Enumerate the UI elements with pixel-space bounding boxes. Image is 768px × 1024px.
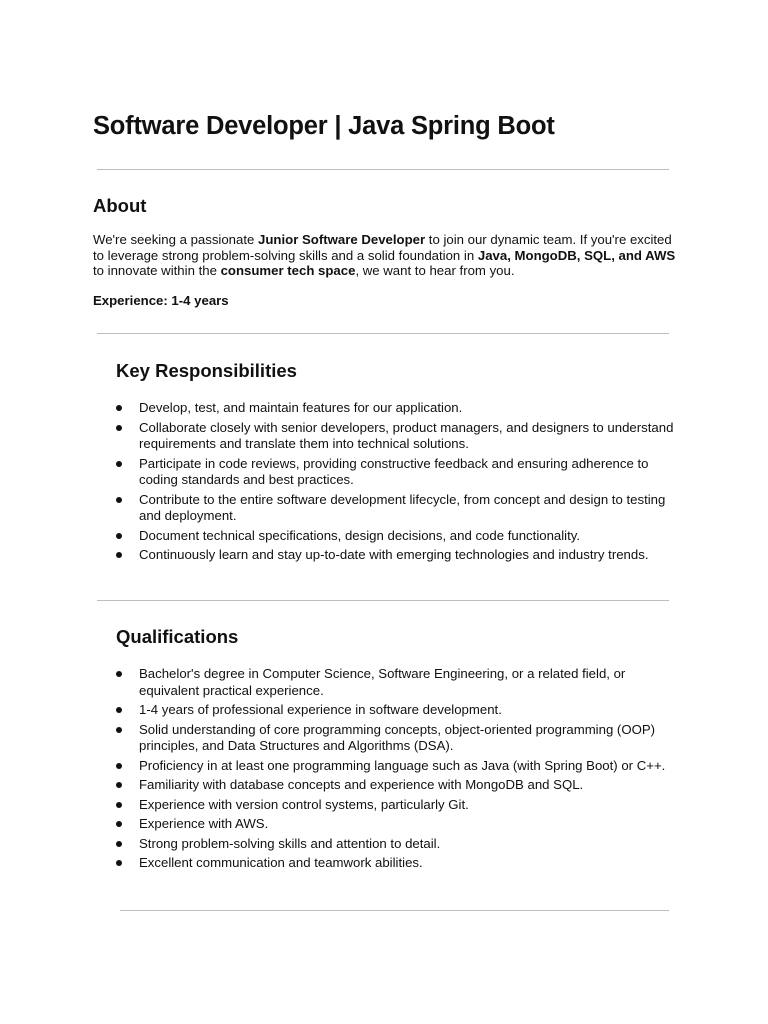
bullet-icon (116, 727, 122, 733)
about-bold-skills: Java, MongoDB, SQL, and AWS (477, 247, 676, 263)
list-item-text: Collaborate closely with senior developers, product managers, and designers to understand requirements and translate them into technical solutions. (139, 419, 674, 451)
divider (97, 333, 669, 334)
qualification-item (116, 816, 676, 833)
responsibility-item (116, 492, 676, 525)
bullet-icon (116, 461, 122, 467)
about-text-1: We're seeking a passionate (93, 232, 259, 247)
list-item-text: Experience with AWS. (139, 816, 269, 831)
bullet-icon (116, 802, 122, 808)
list-item-text: Familiarity with database concepts and experience with MongoDB and SQL. (139, 777, 584, 792)
bullet-icon (116, 671, 122, 677)
list-item-text: Excellent communication and teamwork abilities. (139, 855, 423, 870)
divider (120, 910, 669, 911)
about-heading: About (93, 195, 147, 216)
qualification-item (116, 758, 676, 775)
bullet-icon (116, 425, 122, 431)
bullet-icon (116, 405, 122, 411)
list-item-text: Solid understanding of core programming concepts, object-oriented programming (OOP) principles, and Data Structures and Algorithms (DSA). (139, 721, 656, 753)
page-title: Software Developer | Java Spring Boot (93, 112, 555, 140)
about-text-3: to innovate within the (93, 263, 221, 278)
responsibility-item (116, 528, 676, 545)
bullet-icon (116, 821, 122, 827)
bullet-icon (116, 782, 122, 788)
about-paragraph (93, 232, 678, 279)
qualifications-heading: Qualifications (116, 626, 239, 647)
about-bold-role: Junior Software Developer (258, 232, 426, 247)
list-item-text: 1-4 years of professional experience in software development. (139, 702, 502, 717)
about-text-2: to join our dynamic team. If you're excited to leverage strong problem-solving skills and a solid foundation in (93, 232, 672, 263)
list-item-text: Experience with version control systems, particularly Git. (139, 796, 469, 812)
list-item-text: Participate in code reviews, providing constructive feedback and ensuring adherence to coding standards and best practices. (139, 455, 649, 487)
divider (97, 169, 669, 170)
list-item-text: Strong problem-solving skills and attention to detail. (139, 835, 441, 851)
responsibilities-heading: Key Responsibilities (116, 360, 297, 381)
qualification-item (116, 836, 676, 853)
responsibility-item (116, 400, 676, 417)
bullet-icon (116, 763, 122, 769)
bullet-icon (116, 497, 122, 503)
responsibilities-list (116, 400, 676, 567)
list-item-text: Bachelor's degree in Computer Science, Software Engineering, or a related field, or equivalent practical experience. (139, 666, 626, 698)
qualifications-list (116, 666, 676, 875)
qualification-item (116, 722, 676, 755)
list-item-text: Contribute to the entire software development lifecycle, from concept and design to testing and deployment. (139, 491, 666, 523)
list-item-text: Continuously learn and stay up-to-date with emerging technologies and industry trends. (139, 547, 649, 562)
list-item-text: Proficiency in at least one programming language such as Java (with Spring Boot) or C++. (139, 757, 666, 773)
list-item-text: Document technical specifications, design decisions, and code functionality. (139, 527, 581, 543)
qualification-item (116, 855, 676, 872)
bullet-icon (116, 841, 122, 847)
about-text-4: , we want to hear from you. (355, 263, 515, 278)
responsibility-item (116, 456, 676, 489)
responsibility-item (116, 420, 676, 453)
bullet-icon (116, 552, 122, 558)
about-bold-space: consumer tech space (220, 263, 356, 278)
responsibility-item (116, 547, 676, 564)
qualification-item (116, 797, 676, 814)
bullet-icon (116, 533, 122, 539)
experience-line: Experience: 1-4 years (93, 293, 229, 308)
qualification-item (116, 777, 676, 794)
qualification-item (116, 666, 676, 699)
list-item-text: Develop, test, and maintain features for our application. (139, 400, 463, 415)
bullet-icon (116, 860, 122, 866)
qualification-item (116, 702, 676, 719)
bullet-icon (116, 707, 122, 713)
divider (97, 600, 669, 601)
